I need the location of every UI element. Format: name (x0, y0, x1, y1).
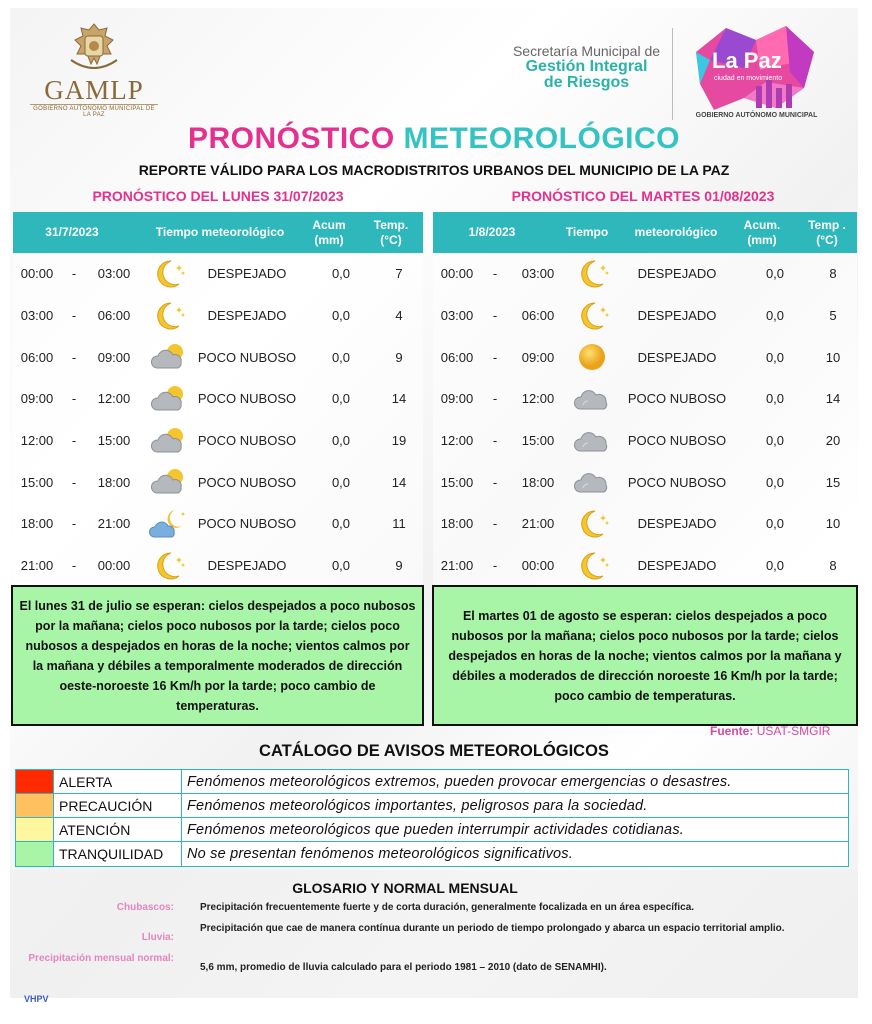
forecast-row (433, 503, 857, 545)
weather-condition: DESPEJADO (637, 558, 717, 574)
secretaria-label (504, 43, 669, 91)
page-subtitle: REPORTE VÁLIDO PARA LOS MACRODISTRITOS URBANOS DEL MUNICIPIO DE LA PAZ (138, 162, 730, 178)
cloud-icon (573, 383, 611, 415)
weather-condition: POCO NUBOSO (627, 433, 727, 449)
alert-level-description: Fenómenos meteorológicos extremos, pueden provocar emergencias o desastres. (187, 773, 732, 790)
forecast-row (433, 295, 857, 337)
temperature: 14 (391, 474, 407, 490)
precip-acum: 0,0 (331, 433, 351, 449)
secretaria-line1: Secretaría Municipal de (512, 43, 661, 59)
time-to: 18:00 (97, 474, 131, 490)
glossary-term: Lluvia: (141, 932, 174, 943)
alert-level-name: ATENCIÓN (54, 818, 182, 841)
cloud-sun-icon (149, 341, 187, 373)
forecast-row (13, 461, 423, 503)
lapaz-logo-slogan: ciudad en movimiento (714, 75, 783, 82)
forecast-row (13, 545, 423, 587)
alert-level-row (16, 842, 848, 866)
forecast-row (433, 545, 857, 587)
page-title (10, 122, 858, 156)
forecast-row (13, 503, 423, 545)
moon-icon (149, 300, 187, 332)
time-to: 15:00 (521, 433, 555, 449)
time-from: 03:00 (20, 308, 54, 324)
source-label (710, 724, 830, 738)
moon-icon (573, 508, 611, 540)
lapaz-logo-text: La Paz (712, 48, 782, 73)
precip-acum: 0,0 (765, 391, 785, 407)
header-acum: Acum (mm) (312, 217, 346, 247)
sun-icon (573, 341, 611, 373)
precip-acum: 0,0 (765, 266, 785, 282)
time-to: 12:00 (97, 391, 131, 407)
weather-condition: POCO NUBOSO (627, 474, 727, 490)
precip-acum: 0,0 (331, 349, 351, 365)
glossary-definition: 5,6 mm, promedio de lluvia calculado para el periodo 1981 – 2010 (dato de SENAMHI). (200, 962, 607, 973)
precip-acum: 0,0 (765, 516, 785, 532)
time-from: 21:00 (440, 558, 474, 574)
time-separator: - (492, 391, 498, 407)
header-temp: Temp. (°C) (373, 217, 409, 247)
temperature: 5 (829, 308, 837, 324)
alert-color-swatch (16, 842, 54, 866)
author-initials: VHPV (24, 994, 49, 1004)
time-to: 00:00 (97, 558, 131, 574)
precip-acum: 0,0 (765, 474, 785, 490)
temperature: 11 (392, 516, 406, 532)
weather-condition: DESPEJADO (637, 516, 717, 532)
forecast-row (13, 378, 423, 420)
time-separator: - (71, 558, 77, 574)
cloud-sun-icon (149, 383, 187, 415)
header-weather-b: meteorológico (634, 225, 718, 239)
weather-condition: DESPEJADO (207, 308, 287, 324)
time-separator: - (492, 516, 498, 532)
gamlp-logo-subtext: GOBIERNO AUTÓNOMO MUNICIPAL DE LA PAZ (30, 104, 158, 118)
source-label-key: Fuente: (710, 724, 754, 738)
time-to: 06:00 (97, 308, 131, 324)
alert-color-swatch (16, 770, 54, 793)
header-divider (672, 28, 673, 120)
moon-icon (573, 258, 611, 290)
day-right-title: PRONÓSTICO DEL MARTES 01/08/2023 (511, 188, 775, 204)
temperature: 10 (825, 516, 841, 532)
temperature: 8 (829, 266, 837, 282)
header-date: 31/7/2023 (45, 225, 99, 239)
moon-icon (149, 258, 187, 290)
weather-condition: POCO NUBOSO (197, 474, 297, 490)
time-separator: - (492, 266, 498, 282)
precip-acum: 0,0 (331, 266, 351, 282)
time-to: 18:00 (521, 474, 555, 490)
secretaria-line2: Gestión Integral (525, 58, 648, 75)
time-separator: - (492, 349, 498, 365)
time-from: 21:00 (20, 558, 54, 574)
precip-acum: 0,0 (765, 433, 785, 449)
precip-acum: 0,0 (331, 391, 351, 407)
precip-acum: 0,0 (765, 308, 785, 324)
glossary-term: Chubascos: (116, 902, 174, 913)
weather-condition: DESPEJADO (637, 266, 717, 282)
weather-condition: POCO NUBOSO (627, 391, 727, 407)
time-separator: - (492, 474, 498, 490)
weather-condition: DESPEJADO (207, 266, 287, 282)
header-temp: Temp . (°C) (808, 217, 846, 247)
source-label-value: USAT-SMGIR (756, 724, 831, 738)
temperature: 9 (395, 558, 403, 574)
cloud-sun-icon (149, 466, 187, 498)
precip-acum: 0,0 (765, 349, 785, 365)
time-from: 12:00 (440, 433, 474, 449)
time-separator: - (71, 266, 77, 282)
temperature: 8 (829, 558, 837, 574)
alert-level-name: PRECAUCIÓN (54, 794, 182, 817)
temperature: 7 (395, 266, 403, 282)
time-to: 21:00 (521, 516, 555, 532)
forecast-table-left (13, 212, 423, 587)
day-left-title: PRONÓSTICO DEL LUNES 31/07/2023 (92, 188, 344, 204)
header-weather-a: Tiempo (565, 225, 609, 239)
time-to: 00:00 (521, 558, 555, 574)
weather-condition: POCO NUBOSO (197, 516, 297, 532)
forecast-row (13, 253, 423, 295)
temperature: 9 (395, 349, 403, 365)
gamlp-logo (24, 20, 164, 118)
header-acum: Acum. (mm) (743, 217, 781, 247)
page-title-part2: METEOROLÓGICO (403, 122, 681, 155)
precip-acum: 0,0 (331, 516, 351, 532)
weather-condition: POCO NUBOSO (197, 433, 297, 449)
alert-level-row (16, 794, 848, 818)
summary-right: El martes 01 de agosto se esperan: cielos despejados a poco nubosos por la mañana; cielos poco nubosos por la tarde; cielos despejados en horas de la noche; vientos calmos por la mañana y débiles a moderados de dirección noroeste 16 Km/h por la tarde; poco cambio de temperaturas. (432, 585, 858, 726)
page-title-part1: PRONÓSTICO (187, 122, 395, 155)
weather-condition: POCO NUBOSO (197, 391, 297, 407)
time-to: 15:00 (97, 433, 131, 449)
secretaria-line3: de Riesgos (543, 74, 630, 91)
time-from: 00:00 (440, 266, 474, 282)
time-from: 12:00 (20, 433, 54, 449)
alert-level-row (16, 770, 848, 794)
time-separator: - (71, 474, 77, 490)
forecast-row (433, 461, 857, 503)
time-to: 03:00 (521, 266, 555, 282)
coat-of-arms-icon (63, 20, 125, 76)
forecast-row (13, 295, 423, 337)
time-to: 09:00 (97, 349, 131, 365)
time-from: 03:00 (440, 308, 474, 324)
precip-acum: 0,0 (331, 474, 351, 490)
time-to: 03:00 (97, 266, 131, 282)
time-separator: - (492, 308, 498, 324)
glossary-term: Precipitación mensual normal: (28, 953, 174, 964)
time-separator: - (71, 433, 77, 449)
time-separator: - (492, 558, 498, 574)
forecast-row (433, 336, 857, 378)
alert-level-description: No se presentan fenómenos meteorológicos significativos. (187, 846, 573, 862)
temperature: 14 (825, 391, 841, 407)
catalog-title: CATÁLOGO DE AVISOS METEOROLÓGICOS (259, 742, 609, 760)
alert-level-description: Fenómenos meteorológicos que pueden interrumpir actividades cotidianas. (187, 821, 685, 838)
time-to: 21:00 (97, 516, 131, 532)
cloud-icon (573, 425, 611, 457)
glossary-definition: Precipitación frecuentemente fuerte y de corta duración, generalmente focalizada en un área específica. (200, 902, 695, 913)
forecast-table-left-header (13, 212, 423, 253)
forecast-row (13, 420, 423, 462)
time-from: 18:00 (440, 516, 474, 532)
weather-condition: DESPEJADO (207, 558, 287, 574)
time-separator: - (492, 433, 498, 449)
time-separator: - (71, 516, 77, 532)
forecast-row (433, 420, 857, 462)
time-from: 00:00 (20, 266, 54, 282)
forecast-table-right-header (433, 212, 857, 253)
cloud-icon (573, 466, 611, 498)
time-separator: - (71, 391, 77, 407)
forecast-table-right (433, 212, 857, 587)
gobierno-autonomo-label: GOBIERNO AUTÓNOMO MUNICIPAL (695, 112, 818, 119)
glossary-title: GLOSARIO Y NORMAL MENSUAL (292, 880, 518, 896)
time-from: 18:00 (20, 516, 54, 532)
moon-icon (149, 550, 187, 582)
header-date: 1/8/2023 (468, 225, 516, 239)
moon-icon (573, 300, 611, 332)
alert-level-name: ALERTA (54, 770, 182, 793)
time-from: 06:00 (20, 349, 54, 365)
alert-color-swatch (16, 794, 54, 817)
cloud-sun-icon (149, 425, 187, 457)
weather-condition: DESPEJADO (637, 349, 717, 365)
time-from: 15:00 (20, 474, 54, 490)
time-from: 09:00 (20, 391, 54, 407)
alert-catalog-table (15, 769, 849, 867)
weather-condition: POCO NUBOSO (197, 349, 297, 365)
time-from: 06:00 (440, 349, 474, 365)
time-from: 15:00 (440, 474, 474, 490)
cloud-moon-icon (149, 508, 187, 540)
gamlp-logo-text: GAMLP (44, 75, 144, 105)
summary-left: El lunes 31 de julio se esperan: cielos despejados a poco nubosos por la mañana; cielos poco nubosos por la tarde; cielos poco nubosos a despejados en horas de la noche; vientos calmos por la mañana y débiles a temporalmente moderados de dirección oeste-noroeste 16 Km/h por la tarde; poco cambio de temperaturas. (11, 585, 424, 726)
temperature: 19 (391, 433, 407, 449)
time-to: 06:00 (521, 308, 555, 324)
temperature: 14 (391, 391, 407, 407)
time-to: 12:00 (521, 391, 555, 407)
alert-level-name: TRANQUILIDAD (54, 842, 182, 866)
temperature: 4 (395, 308, 403, 324)
header-weather: Tiempo meteorológico (155, 225, 285, 239)
time-separator: - (71, 308, 77, 324)
weather-condition: DESPEJADO (637, 308, 717, 324)
time-from: 09:00 (440, 391, 474, 407)
glossary-definition: Precipitación que cae de manera contínua durante un periodo de tiempo prolongado y abarca un espacio territorial amplio. (200, 923, 785, 934)
alert-level-description: Fenómenos meteorológicos importantes, peligrosos para la sociedad. (187, 797, 648, 814)
temperature: 10 (825, 349, 841, 365)
precip-acum: 0,0 (331, 308, 351, 324)
alert-level-row (16, 818, 848, 842)
precip-acum: 0,0 (331, 558, 351, 574)
time-to: 09:00 (521, 349, 555, 365)
forecast-row (433, 378, 857, 420)
forecast-row (433, 253, 857, 295)
report-page (10, 8, 858, 1004)
alert-color-swatch (16, 818, 54, 841)
forecast-row (13, 336, 423, 378)
time-separator: - (71, 349, 77, 365)
temperature: 20 (825, 433, 841, 449)
precip-acum: 0,0 (765, 558, 785, 574)
moon-icon (573, 550, 611, 582)
temperature: 15 (825, 474, 841, 490)
